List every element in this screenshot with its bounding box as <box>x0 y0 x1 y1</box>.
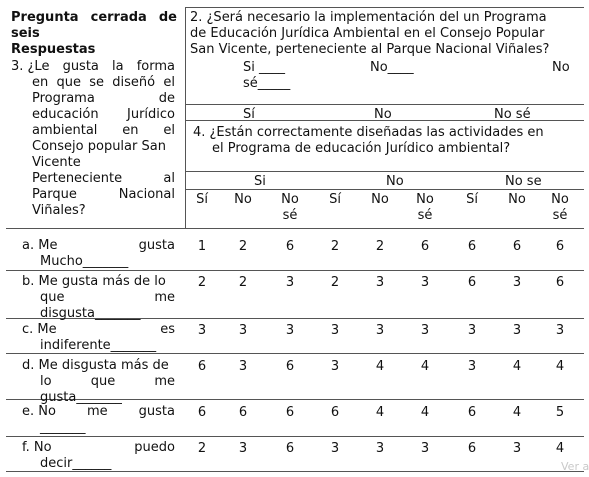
group-header-no: No <box>386 174 404 189</box>
cell-value: 3 <box>512 323 522 338</box>
q3-line <box>32 75 175 90</box>
q3-line: Vicente <box>32 155 81 170</box>
row-label-word: c. Me <box>22 322 57 337</box>
rule-row-f <box>6 471 584 472</box>
row-label <box>40 290 175 305</box>
q2-header-si: Sí <box>243 107 255 122</box>
rule-row-c <box>6 353 584 354</box>
q3-line-word: Parque <box>32 187 77 202</box>
cell-value: 3 <box>420 323 430 338</box>
sub-header-label: No <box>371 192 389 207</box>
q3-line-word: al <box>163 171 175 186</box>
rule-top-right <box>186 7 584 8</box>
rule-row-a <box>6 270 584 271</box>
row-label-word: puedo <box>134 440 175 455</box>
cell-value: 6 <box>420 239 430 254</box>
rule-row-e <box>6 436 584 437</box>
sub-header-label: sé <box>282 208 298 223</box>
cell-value: 6 <box>467 441 477 456</box>
row-label-word: gusta <box>138 404 175 419</box>
cell-value: 3 <box>375 275 385 290</box>
cell-value: 6 <box>285 239 295 254</box>
cell-value: 2 <box>197 441 207 456</box>
q3-line-word: diseñó <box>112 75 156 90</box>
cell-value: 6 <box>285 441 295 456</box>
cell-value: 3 <box>238 359 248 374</box>
row-label <box>40 374 175 389</box>
cell-value: 3 <box>512 441 522 456</box>
cell-value: 4 <box>375 359 385 374</box>
sub-header-label: No <box>551 192 569 207</box>
title-line-2: seis <box>11 26 40 41</box>
cell-value: 2 <box>238 239 248 254</box>
q3-line <box>32 171 175 186</box>
cell-value: 6 <box>512 239 522 254</box>
q3-line-word: 3. ¿Le <box>11 59 50 74</box>
cell-value: 3 <box>238 441 248 456</box>
cell-value: 6 <box>555 239 565 254</box>
cell-value: 3 <box>512 275 522 290</box>
q3-line-word: gusta <box>62 59 99 74</box>
watermark: Ver a <box>561 460 589 473</box>
rule-q4-sep <box>186 171 584 172</box>
group-header-nose: No se <box>505 174 542 189</box>
rule-header-bottom <box>6 228 584 229</box>
cell-value: 4 <box>420 405 430 420</box>
cell-value: 3 <box>330 323 340 338</box>
title-line-1: Pregunta cerrada de <box>11 10 177 25</box>
q3-line-word: se <box>89 75 105 90</box>
q2-header-no: No <box>374 107 392 122</box>
q4-line-1: 4. ¿Están correctamente diseñadas las actividades en <box>193 125 544 140</box>
cell-value: 6 <box>285 405 295 420</box>
title-line-3: Respuestas <box>11 42 96 57</box>
q3-line-word: en <box>32 75 49 90</box>
row-label-word: me <box>154 374 175 389</box>
sub-header-label: No <box>234 192 252 207</box>
row-label-word: lo <box>40 374 52 389</box>
cell-value: 3 <box>467 323 477 338</box>
sub-header-label: Sí <box>196 192 208 207</box>
q3-line-word: el <box>163 123 175 138</box>
q3-line <box>32 91 175 106</box>
cell-value: 2 <box>197 275 207 290</box>
row-label-word: f. No <box>22 440 52 455</box>
cell-value: 3 <box>467 359 477 374</box>
q3-line-word: forma <box>136 59 175 74</box>
cell-value: 4 <box>555 441 565 456</box>
row-label: d. Me disgusta más de <box>22 358 169 373</box>
cell-value: 1 <box>197 239 207 254</box>
cell-value: 6 <box>197 405 207 420</box>
q2-option-no: No____ <box>370 60 414 75</box>
rule-group-sep <box>186 189 584 190</box>
q3-line-word: la <box>112 59 124 74</box>
q2-header-nose: No sé <box>494 107 531 122</box>
cell-value: 6 <box>330 405 340 420</box>
q3-line <box>32 123 175 138</box>
cell-value: 4 <box>420 359 430 374</box>
q2-option-si: Si ____ <box>243 60 285 75</box>
q2-line-2: de Educación Jurídica Ambiental en el Consejo Popular <box>190 26 545 41</box>
q3-line-word: que <box>56 75 81 90</box>
sub-header-label: sé <box>417 208 433 223</box>
row-label-word: que <box>40 290 65 305</box>
row-label: _______ <box>40 420 86 435</box>
row-label-word: es <box>160 322 175 337</box>
row-label: b. Me gusta más de lo <box>22 274 166 289</box>
cell-value: 5 <box>555 405 565 420</box>
cell-value: 2 <box>375 239 385 254</box>
cell-value: 3 <box>330 441 340 456</box>
cell-value: 3 <box>197 323 207 338</box>
q3-line: Consejo popular San <box>32 139 166 154</box>
q2-option-nose: No <box>552 60 570 75</box>
q3-line-word: Programa <box>32 91 95 106</box>
row-label: indiferente_______ <box>40 338 157 353</box>
q3-line <box>32 107 175 122</box>
sub-header-label: Sí <box>466 192 478 207</box>
cell-value: 6 <box>285 359 295 374</box>
cell-value: 3 <box>555 323 565 338</box>
cell-value: 2 <box>238 275 248 290</box>
rule-q2-sep-1 <box>186 104 584 105</box>
q3-line <box>11 59 175 74</box>
row-label <box>22 238 175 253</box>
cell-value: 4 <box>512 405 522 420</box>
cell-value: 6 <box>467 275 477 290</box>
row-label-word: me <box>86 404 108 419</box>
cell-value: 3 <box>375 441 385 456</box>
row-label-word: gusta <box>138 238 175 253</box>
group-header-si: Si <box>254 174 266 189</box>
sub-header-label: No <box>416 192 434 207</box>
q3-line-word: educación <box>32 107 99 122</box>
q2-line-1: 2. ¿Será necesario la implementación del un Programa <box>190 10 547 25</box>
q3-line-word: de <box>158 91 175 106</box>
q3-line-word: en <box>122 123 139 138</box>
q3-line-word: Nacional <box>118 187 175 202</box>
cell-value: 4 <box>555 359 565 374</box>
sub-header-label: sé <box>552 208 568 223</box>
cell-value: 3 <box>375 323 385 338</box>
row-label: gusta_______ <box>40 390 122 405</box>
row-label: disgusta_______ <box>40 306 141 321</box>
q2-line-3: San Vicente, perteneciente al Parque Nacional Viñales? <box>190 42 550 57</box>
row-label: Mucho_______ <box>40 254 129 269</box>
q2-option-si-cont: sé_____ <box>243 76 291 91</box>
q3-line-word: Perteneciente <box>32 171 123 186</box>
cell-value: 3 <box>285 323 295 338</box>
q3-line-word: el <box>163 75 175 90</box>
cell-value: 2 <box>330 275 340 290</box>
q3-line-word: ambiental <box>32 123 98 138</box>
cell-value: 4 <box>375 405 385 420</box>
column-divider <box>185 7 186 229</box>
cell-value: 6 <box>197 359 207 374</box>
cell-value: 6 <box>467 405 477 420</box>
row-label-word: me <box>154 290 175 305</box>
row-label <box>22 404 175 419</box>
row-label-word: a. Me <box>22 238 58 253</box>
row-label-word: que <box>90 374 116 389</box>
row-label <box>22 440 175 455</box>
cell-value: 6 <box>555 275 565 290</box>
q3-line <box>32 187 175 202</box>
sub-header-label: No <box>508 192 526 207</box>
q3-line-word: Jurídico <box>127 107 175 122</box>
cell-value: 3 <box>420 275 430 290</box>
sub-header-label: No <box>281 192 299 207</box>
cell-value: 6 <box>238 405 248 420</box>
cell-value: 3 <box>420 441 430 456</box>
row-label: decir______ <box>40 456 112 471</box>
sub-header-label: Sí <box>329 192 341 207</box>
cell-value: 2 <box>330 239 340 254</box>
cell-value: 4 <box>512 359 522 374</box>
cell-value: 3 <box>238 323 248 338</box>
row-label-word: e. No <box>22 404 56 419</box>
q4-line-2: el Programa de educación Jurídico ambiental? <box>212 141 511 156</box>
cell-value: 3 <box>330 359 340 374</box>
cell-value: 6 <box>467 239 477 254</box>
row-label <box>22 322 175 337</box>
q3-line: Viñales? <box>32 203 86 218</box>
cell-value: 3 <box>285 275 295 290</box>
